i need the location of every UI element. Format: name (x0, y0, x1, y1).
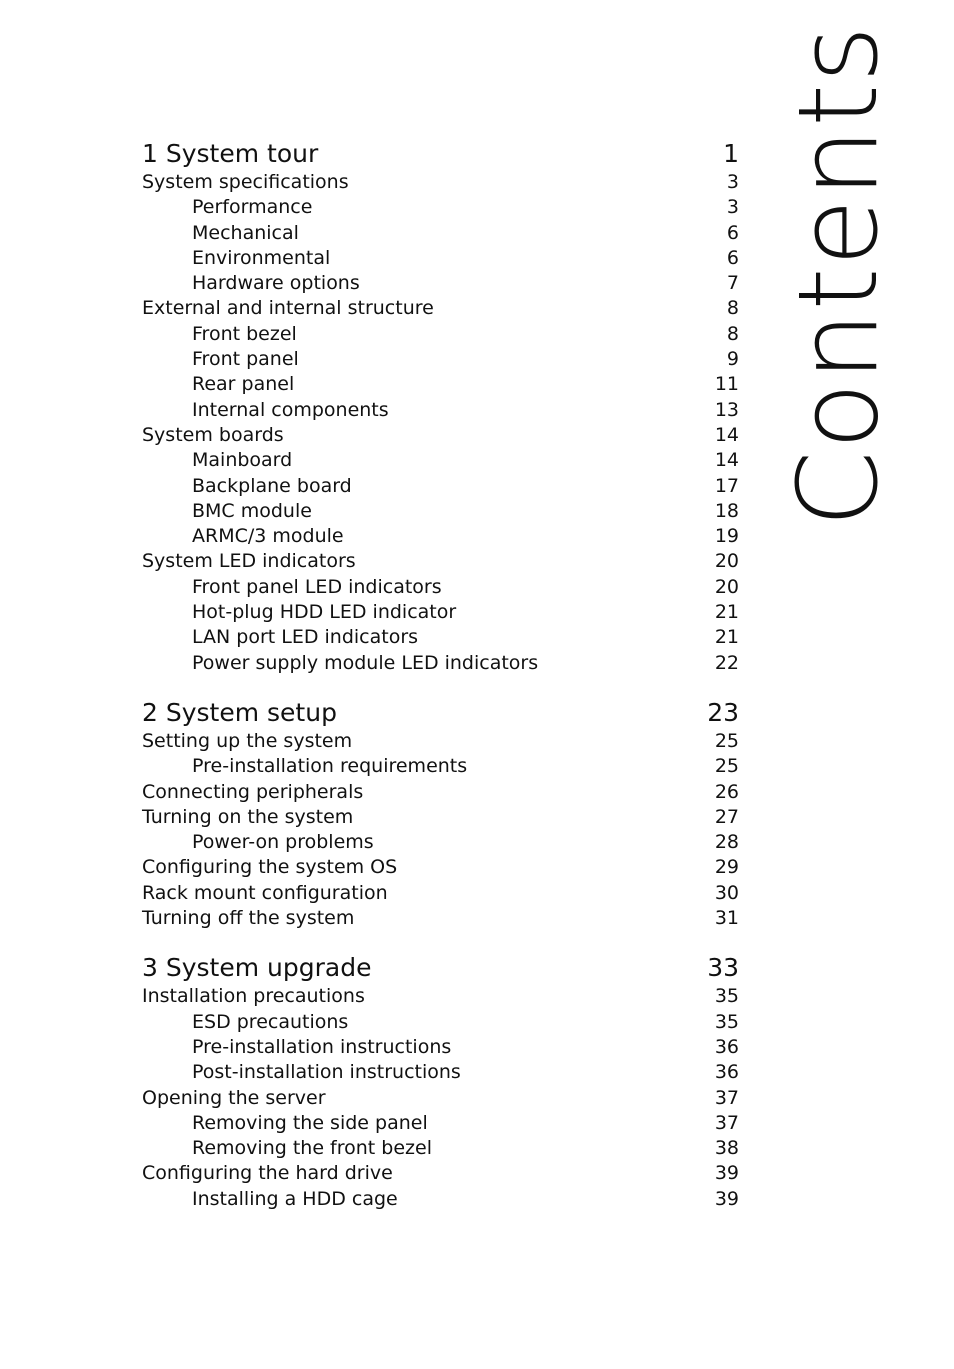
entry-page-number: 25 (714, 755, 739, 778)
chapter-page-number: 33 (707, 953, 739, 983)
toc-subsection-entry[interactable] (142, 246, 739, 271)
entry-title: Turning off the system (142, 907, 355, 930)
entry-page-number: 31 (714, 907, 739, 930)
entry-title: Power supply module LED indicators (192, 651, 539, 674)
toc-subsection-entry[interactable] (142, 448, 739, 473)
entry-title: Front panel LED indicators (192, 575, 442, 598)
entry-title: ARMC/3 module (192, 525, 344, 548)
entry-title: Mechanical (192, 221, 299, 244)
entry-page-number: 29 (714, 856, 739, 879)
toc-chapter-heading[interactable] (142, 138, 739, 170)
toc-subsection-entry[interactable] (142, 1010, 739, 1035)
table-of-contents (142, 138, 739, 1212)
toc-section-entry[interactable] (142, 805, 739, 830)
toc-subsection-entry[interactable] (142, 195, 739, 220)
entry-page-number: 8 (726, 297, 739, 320)
toc-subsection-entry[interactable] (142, 625, 739, 650)
entry-title: Setting up the system (142, 729, 353, 752)
entry-title: Hot-plug HDD LED indicator (192, 601, 457, 624)
toc-section-entry[interactable] (142, 296, 739, 321)
entry-page-number: 19 (714, 525, 739, 548)
toc-section-entry[interactable] (142, 1086, 739, 1111)
entry-page-number: 36 (714, 1035, 739, 1058)
entry-title: Opening the server (142, 1086, 326, 1109)
entry-page-number: 35 (714, 1010, 739, 1033)
entry-title: Turning on the system (142, 805, 354, 828)
entry-page-number: 28 (714, 831, 739, 854)
entry-page-number: 38 (714, 1137, 739, 1160)
toc-subsection-entry[interactable] (142, 1111, 739, 1136)
toc-subsection-entry[interactable] (142, 271, 739, 296)
toc-subsection-entry[interactable] (142, 1187, 739, 1212)
toc-section-entry[interactable] (142, 549, 739, 574)
toc-subsection-entry[interactable] (142, 322, 739, 347)
toc-section-entry[interactable] (142, 1161, 739, 1186)
entry-title: Performance (192, 196, 313, 219)
toc-subsection-entry[interactable] (142, 1035, 739, 1060)
entry-page-number: 35 (714, 985, 739, 1008)
entry-page-number: 3 (726, 171, 739, 193)
entry-title: Connecting peripherals (142, 780, 364, 803)
toc-subsection-entry[interactable] (142, 372, 739, 397)
entry-title: Configuring the hard drive (142, 1162, 393, 1185)
entry-page-number: 22 (714, 651, 739, 674)
toc-subsection-entry[interactable] (142, 499, 739, 524)
entry-page-number: 37 (714, 1111, 739, 1134)
page-title: Contents (774, 24, 902, 528)
toc-subsection-entry[interactable] (142, 754, 739, 779)
entry-page-number: 26 (714, 780, 739, 803)
entry-page-number: 21 (714, 601, 739, 624)
entry-page-number: 14 (714, 449, 739, 472)
entry-title: Installing a HDD cage (192, 1187, 398, 1210)
entry-title: Post-installation instructions (192, 1061, 461, 1084)
toc-chapter-heading[interactable] (142, 952, 739, 984)
entry-title: Internal components (192, 398, 389, 421)
toc-subsection-entry[interactable] (142, 347, 739, 372)
chapter-page-number: 23 (707, 697, 739, 727)
toc-section-entry[interactable] (142, 423, 739, 448)
toc-subsection-entry[interactable] (142, 651, 739, 676)
entry-title: System specifications (142, 171, 349, 193)
entry-title: Front panel (192, 348, 299, 371)
entry-title: Configuring the system OS (142, 856, 398, 879)
entry-page-number: 6 (726, 221, 739, 244)
toc-subsection-entry[interactable] (142, 1060, 739, 1085)
toc-section-entry[interactable] (142, 780, 739, 805)
toc-chapter (142, 952, 739, 1212)
entry-page-number: 25 (714, 729, 739, 752)
toc-subsection-entry[interactable] (142, 398, 739, 423)
toc-section-entry[interactable] (142, 906, 739, 931)
entry-title: Environmental (192, 246, 331, 269)
entry-title: Removing the front bezel (192, 1137, 432, 1160)
entry-page-number: 14 (714, 423, 739, 446)
toc-section-entry[interactable] (142, 855, 739, 880)
toc-section-entry[interactable] (142, 881, 739, 906)
entry-page-number: 6 (726, 246, 739, 269)
toc-subsection-entry[interactable] (142, 600, 739, 625)
entry-title: Power-on problems (192, 831, 374, 854)
entry-page-number: 17 (714, 474, 739, 497)
entry-page-number: 18 (714, 499, 739, 522)
toc-chapter (142, 697, 739, 931)
entry-page-number: 39 (714, 1162, 739, 1185)
toc-subsection-entry[interactable] (142, 830, 739, 855)
chapter-title: 2 System setup (142, 697, 337, 727)
entry-title: Rack mount configuration (142, 881, 388, 904)
entry-page-number: 30 (714, 881, 739, 904)
toc-chapter (142, 138, 739, 676)
toc-section-entry[interactable] (142, 984, 739, 1009)
toc-subsection-entry[interactable] (142, 221, 739, 246)
entry-title: System boards (142, 423, 284, 446)
entry-title: Rear panel (192, 373, 295, 396)
toc-subsection-entry[interactable] (142, 474, 739, 499)
entry-page-number: 9 (726, 348, 739, 371)
toc-subsection-entry[interactable] (142, 575, 739, 600)
toc-section-entry[interactable] (142, 729, 739, 754)
chapter-page-number: 1 (723, 139, 739, 168)
entry-title: BMC module (192, 499, 312, 522)
entry-page-number: 8 (726, 322, 739, 345)
entry-title: Hardware options (192, 272, 360, 295)
entry-title: External and internal structure (142, 297, 434, 320)
entry-title: ESD precautions (192, 1010, 349, 1033)
entry-page-number: 7 (726, 272, 739, 295)
entry-title: Front bezel (192, 322, 297, 345)
entry-page-number: 3 (726, 196, 739, 219)
entry-page-number: 20 (714, 575, 739, 598)
chapter-title: 1 System tour (142, 139, 319, 168)
entry-title: Backplane board (192, 474, 352, 497)
entry-page-number: 27 (714, 805, 739, 828)
entry-title: System LED indicators (142, 550, 356, 573)
entry-page-number: 39 (714, 1187, 739, 1210)
entry-page-number: 37 (714, 1086, 739, 1109)
toc-subsection-entry[interactable] (142, 1136, 739, 1161)
entry-page-number: 13 (714, 398, 739, 421)
entry-title: Installation precautions (142, 985, 365, 1008)
entry-title: Removing the side panel (192, 1111, 428, 1134)
entry-title: Mainboard (192, 449, 293, 472)
entry-title: LAN port LED indicators (192, 626, 419, 649)
entry-page-number: 11 (714, 373, 739, 396)
entry-page-number: 21 (714, 626, 739, 649)
entry-page-number: 20 (714, 550, 739, 573)
toc-section-entry[interactable] (142, 170, 739, 195)
entry-page-number: 36 (714, 1061, 739, 1084)
chapter-title: 3 System upgrade (142, 953, 372, 983)
entry-title: Pre-installation instructions (192, 1035, 452, 1058)
toc-chapter-heading[interactable] (142, 697, 739, 729)
toc-subsection-entry[interactable] (142, 524, 739, 549)
entry-title: Pre-installation requirements (192, 755, 468, 778)
